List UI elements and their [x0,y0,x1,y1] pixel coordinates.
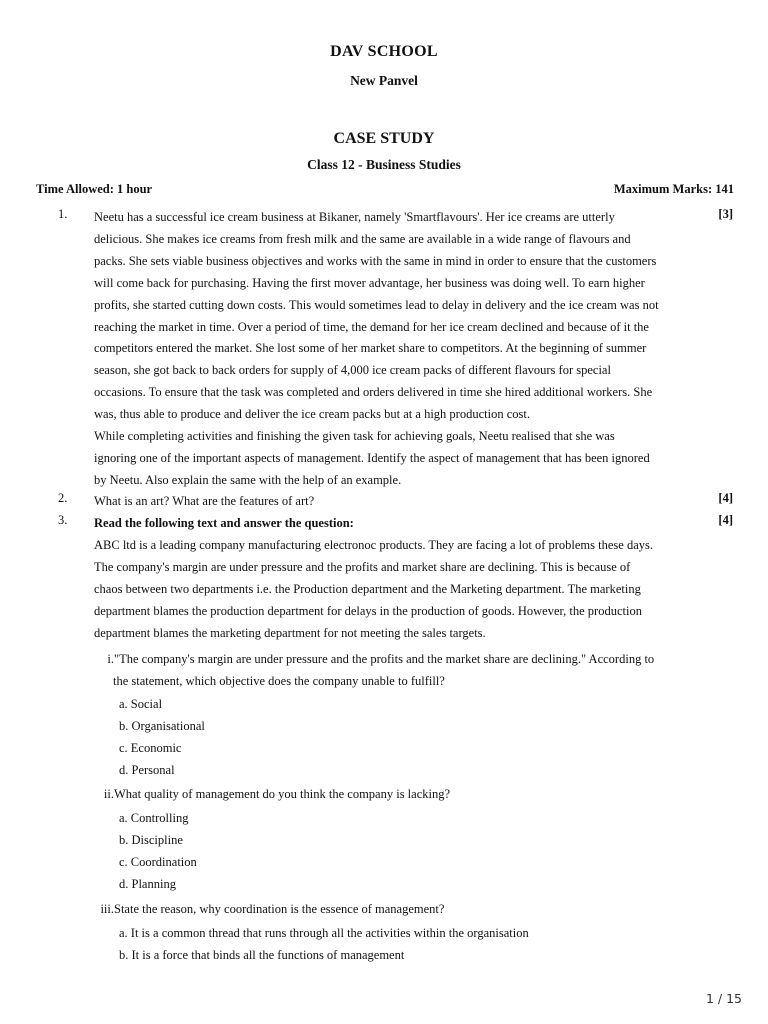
text-line: packs. She sets viable business objectives and works with the same in mind in order to ensure that the customers [94,253,657,268]
text-line: profits, she started cutting down costs. This would sometimes lead to delay in delivery and the ice cream was not [94,297,659,312]
text-line: State the reason, why coordination is the essence of management? [114,902,445,916]
text-line: Neetu has a successful ice cream business at Bikaner, namely 'Smartflavours'. Her ice creams are utterly [94,210,615,224]
question-3-heading: Read the following text and answer the question: [94,516,354,530]
option-item: a. Social [119,697,163,711]
question-3-marks: [4] [718,513,733,527]
option-item: b. Discipline [119,833,183,847]
text-line: While completing activities and finishing the given task for achieving goals, Neetu realised that she was [94,429,615,444]
subquestion-i [90,648,654,670]
subquestion-i-continued [113,670,445,692]
question-3-passage [94,535,653,645]
option-item: c. Economic [119,741,182,755]
class-subject: Class 12 - Business Studies [307,157,461,172]
question-1-number: 1. [58,207,68,221]
option-item: c. Coordination [119,855,197,869]
text-line: ABC ltd is a leading company manufacturing electronoc products. They are facing a lot of problems these days. [94,538,653,552]
text-line: season, she got back to back orders for supply of 4,000 ice cream packs of different flavours for special [94,363,611,378]
text-line: the statement, which objective does the company unable to fulfill? [113,674,445,688]
text-line: The company's margin are under pressure and the profits and market share are declining. This is because of [94,559,631,574]
question-2-text: What is an art? What are the features of art? [94,494,315,508]
text-line: competitors entered the market. She lost some of her market share to competitors. At the beginning of summer [94,341,647,356]
text-line: by Neetu. Also explain the same with the help of an example. [94,472,402,487]
option-item: d. Personal [119,763,175,777]
question-2-number: 2. [58,491,68,505]
page-number: 1 / 15 [705,991,742,1006]
text-line: "The company's margin are under pressure and the profits and the market share are declining." According to [114,652,655,666]
text-line: chaos between two departments i.e. the Production department and the Marketing department. The marketing [94,581,641,596]
option-item: a. Controlling [119,811,189,825]
text-line: department blames the production department for delays in the production of goods. However, the production [94,603,642,618]
option-item: b. Organisational [119,719,205,733]
text-line: was, thus able to produce and deliver the ice cream packs but at a high production cost. [94,407,530,422]
school-city: New Panvel [350,73,418,88]
text-line: occasions. To ensure that the task was completed and orders delivered in time she hired additional workers. She [94,385,653,400]
subquestion-iii [90,898,444,920]
subquestion-ii [90,783,450,805]
question-2-marks: [4] [718,491,733,505]
maximum-marks: Maximum Marks: 141 [613,182,734,196]
text-line: delicious. She makes ice creams from fresh milk and the same are available in a wide range of flavours and [94,231,631,246]
school-name: DAV SCHOOL [330,43,438,60]
option-item: b. It is a force that binds all the functions of management [119,948,405,962]
subquestion-number: ii. [103,787,114,801]
text-line: will come back for purchasing. Having the first mover advantage, her business was doing well. To earn higher [94,275,645,290]
option-item: d. Planning [119,877,176,891]
question-1-text [94,207,659,492]
document-title: CASE STUDY [333,130,435,147]
subquestion-number: i. [107,652,114,666]
text-line: reaching the market in time. Over a period of time, the demand for her ice cream declined and because of it the [94,319,649,334]
option-item: a. It is a common thread that runs through all the activities within the organisation [119,926,529,940]
text-line: department blames the marketing department for not meeting the sales targets. [94,625,486,640]
question-1-marks: [3] [718,207,733,221]
question-3-number: 3. [58,513,68,527]
text-line: What quality of management do you think the company is lacking? [114,787,451,801]
time-allowed: Time Allowed: 1 hour [36,182,153,196]
subquestion-number: iii. [100,902,114,916]
text-line: ignoring one of the important aspects of management. Identify the aspect of management that has been ignored [94,450,650,465]
